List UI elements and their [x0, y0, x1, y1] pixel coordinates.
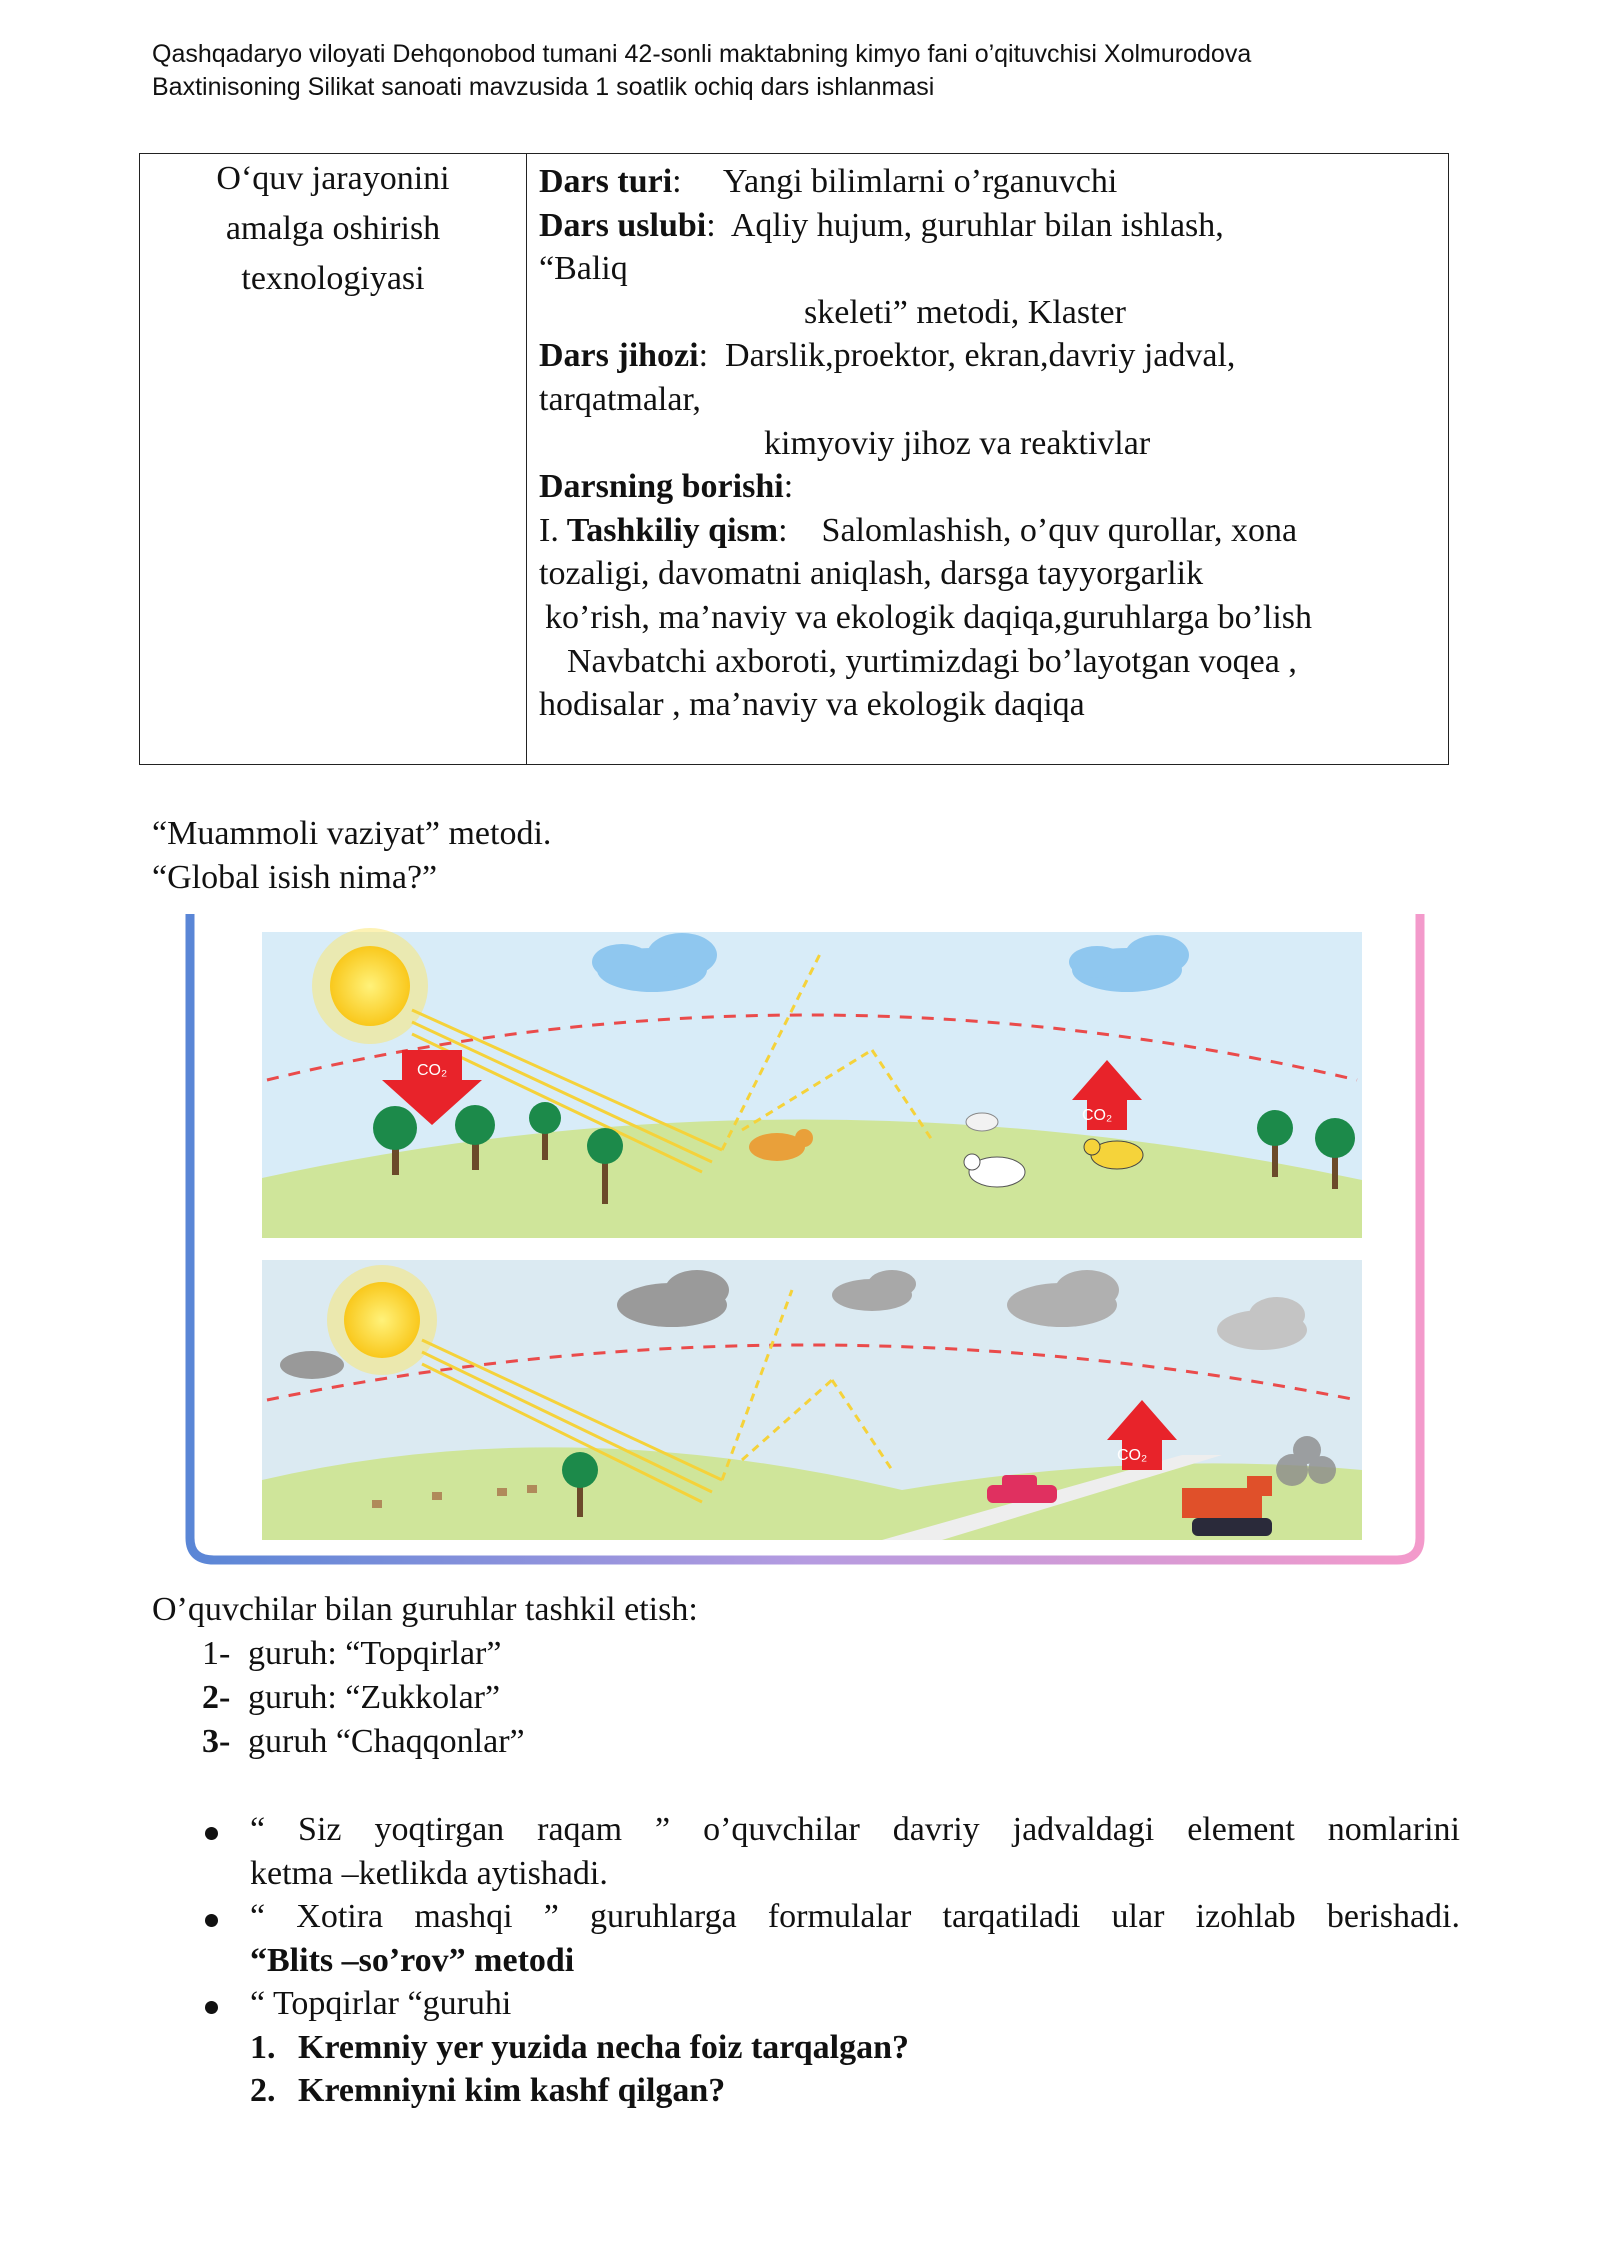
tashkiliy-label: Tashkiliy qism	[558, 511, 779, 549]
co2-label-top-left: CO₂	[417, 1062, 448, 1079]
group-name: guruh: “Topqirlar”	[248, 1635, 502, 1672]
technology-line-1: O‘quv jarayonini	[216, 160, 450, 197]
bullet-dot-icon	[205, 1808, 235, 1852]
dars-turi-row: Dars turi: Yangi bilimlarni o’rganuvchi	[539, 163, 1118, 200]
lesson-details-cell	[527, 154, 1449, 765]
dars-turi-value: Yangi bilimlarni o’rganuvchi	[722, 163, 1118, 200]
question-item	[250, 2026, 1460, 2070]
group-name: guruh: “Zukkolar”	[248, 1679, 501, 1716]
group-number: 3-	[202, 1723, 231, 1760]
dars-jihozi-line-2: tarqatmalar,	[539, 380, 701, 418]
dars-uslubi-label: Dars uslubi	[539, 206, 707, 244]
darsning-borishi-row: Darsning borishi:	[539, 468, 794, 506]
blits-method-label: “Blits –so’rov” metodi	[250, 1941, 575, 1979]
dars-jihozi-label: Dars jihozi	[539, 337, 699, 375]
bullet-text: “ Xotira mashqi ” guruhlarga formulalar tarqatiladi ular izohlab berishadi.	[250, 1898, 1460, 1935]
document-header	[152, 38, 1452, 104]
dars-jihozi-line-3: kimyoviy jihoz va reaktivlar	[764, 424, 1151, 462]
sun-icon	[312, 928, 428, 1044]
dars-uslubi-line-3: skeleti” metodi, Klaster	[804, 293, 1126, 331]
dars-turi-label: Dars turi	[539, 163, 673, 200]
tashkiliy-line-2: tozaligi, davomatni aniqlash, darsga tayyorgarlik	[539, 555, 1204, 593]
technology-line-3: texnologiyasi	[241, 260, 425, 297]
group-item	[202, 1676, 500, 1720]
group-name: guruh “Chaqqonlar”	[248, 1723, 525, 1760]
group-number: 2-	[202, 1679, 231, 1716]
technology-line-2: amalga oshirish	[225, 210, 441, 247]
bullet-text: “ Siz yoqtirgan raqam ” o’quvchilar davriy jadvaldagi element nomlarini	[250, 1811, 1460, 1848]
question-text: Kremniyni kim kashf qilgan?	[298, 2072, 726, 2110]
bullet-dot-icon	[205, 1895, 235, 1939]
question-item	[250, 2069, 1460, 2113]
cloud-icon	[280, 1351, 344, 1379]
tashkiliy-num: I.	[539, 511, 559, 549]
group-number: 1-	[202, 1635, 231, 1672]
tashkiliy-value: Salomlashish, o’quv qurollar, xona	[821, 511, 1298, 549]
tashkiliy-line-4: Navbatchi axboroti, yurtimizdagi bo’layotgan voqea ,	[567, 642, 1297, 680]
header-line-1: Qashqadaryo viloyati Dehqonobod tumani 42-sonli maktabning kimyo fani o’qituvchisi Xolmurodova	[152, 40, 1252, 68]
group-item	[202, 1720, 525, 1764]
global-warming-illustration	[182, 910, 1428, 1570]
darsning-borishi-label: Darsning borishi	[539, 468, 784, 506]
sun-icon	[327, 1265, 437, 1375]
tashkiliy-qism-row: I. Tashkiliy qism: Salomlashish, o’quv qurollar, xona	[539, 511, 1298, 549]
bullet-dot-icon	[205, 1982, 235, 2026]
dars-uslubi-line-2: “Baliq	[539, 250, 628, 288]
question-number: 1.	[250, 2028, 276, 2066]
tashkiliy-line-3: ko’rish, ma’naviy va ekologik daqiqa,guruhlarga bo’lish	[545, 598, 1313, 636]
dars-jihozi-row: Dars jihozi: Darslik,proektor, ekran,davriy jadval,	[539, 337, 1236, 375]
header-line-2: Baxtinisoning Silikat sanoati mavzusida 1 soatlik ochiq dars ishlanmasi	[152, 73, 935, 101]
co2-label-top-right: CO₂	[1082, 1107, 1113, 1124]
co2-label-bottom: CO₂	[1117, 1447, 1148, 1464]
dars-jihozi-value: Darslik,proektor, ekran,davriy jadval,	[725, 337, 1236, 375]
car-icon	[1192, 1518, 1272, 1536]
dars-uslubi-row: Dars uslubi: Aqliy hujum, guruhlar bilan ishlash,	[539, 206, 1224, 244]
method-question: “Global isish nima?”	[152, 859, 438, 896]
dars-uslubi-value: Aqliy hujum, guruhlar bilan ishlash,	[730, 206, 1224, 244]
bullet-text: ketma –ketlikda aytishadi.	[250, 1854, 608, 1892]
technology-cell	[140, 154, 527, 765]
question-number: 2.	[250, 2072, 276, 2110]
panel-polluted	[262, 1260, 1362, 1540]
lesson-plan-table	[139, 153, 1449, 765]
panel-normal	[262, 928, 1362, 1238]
group-item	[202, 1632, 501, 1676]
groups-intro: O’quvchilar bilan guruhlar tashkil etish:	[152, 1591, 698, 1628]
method-title: “Muammoli vaziyat” metodi.	[152, 815, 552, 852]
question-text: Kremniy yer yuzida necha foiz tarqalgan?	[298, 2028, 910, 2066]
tashkiliy-line-5: hodisalar , ma’naviy va ekologik daqiqa	[539, 686, 1085, 724]
bullet-text: “ Topqirlar “guruhi	[250, 1985, 512, 2022]
sheep-icon	[966, 1113, 998, 1131]
